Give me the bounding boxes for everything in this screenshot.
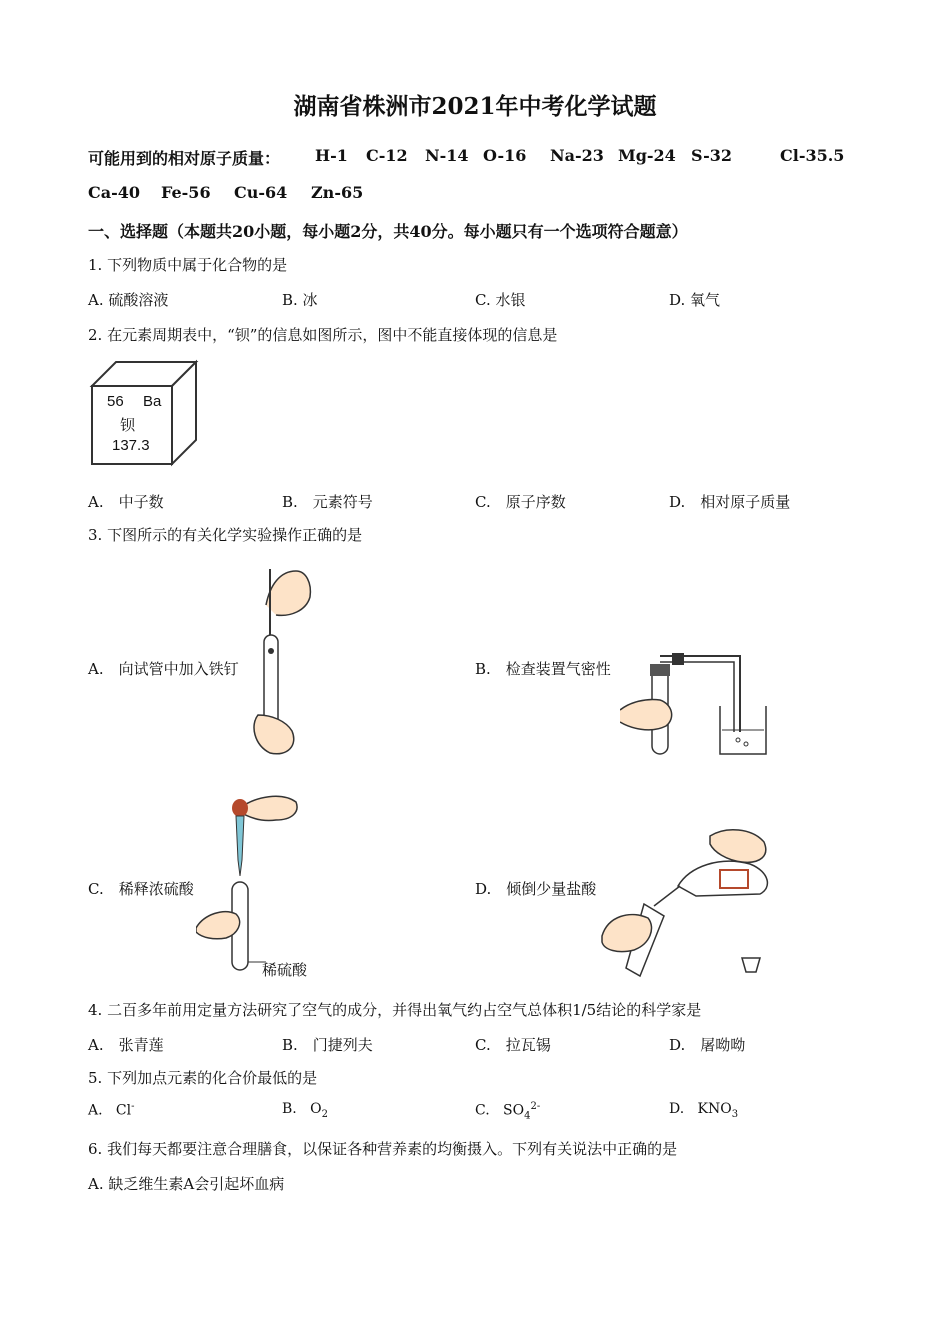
option-5a xyxy=(88,1101,135,1119)
formula-sup: 2- xyxy=(530,1101,541,1112)
atomic-mass-item: Cl-35.5 xyxy=(780,146,845,165)
option-4a: A. 张青莲 xyxy=(88,1036,164,1054)
option-2b: B. 元素符号 xyxy=(282,493,373,511)
formula-sub: 2 xyxy=(321,1108,328,1120)
formula-base: Cl xyxy=(115,1102,132,1119)
element-mass: 137.3 xyxy=(112,437,150,454)
atomic-mass-item: Mg-24 xyxy=(618,146,676,165)
option-3d: D. 倾倒少量盐酸 xyxy=(475,880,597,898)
atomic-mass-item: Ca-40 xyxy=(88,183,141,202)
formula-sub: 4 xyxy=(524,1110,531,1122)
figure-c-dropper-dilution xyxy=(196,790,306,980)
option-letter: A. xyxy=(88,1102,103,1119)
figure-b-airtightness-check xyxy=(620,648,770,760)
option-5c xyxy=(475,1101,540,1121)
option-1a: A. 硫酸溶液 xyxy=(88,291,169,309)
option-letter: B. xyxy=(282,1101,297,1117)
option-3c: C. 稀释浓硫酸 xyxy=(88,880,194,898)
atomic-mass-item: O-16 xyxy=(483,146,527,165)
element-number: 56 xyxy=(107,393,124,410)
option-4d: D. 屠呦呦 xyxy=(669,1036,746,1054)
question-3: 3. 下图所示的有关化学实验操作正确的是 xyxy=(88,526,363,544)
option-4c: C. 拉瓦锡 xyxy=(475,1036,551,1054)
page-title: 湖南省株洲市2021年中考化学试题 xyxy=(293,93,657,120)
option-2c: C. 原子序数 xyxy=(475,493,566,511)
formula-sub: 3 xyxy=(731,1108,739,1120)
option-3a: A. 向试管中加入铁钉 xyxy=(88,660,239,678)
element-name: 钡 xyxy=(120,417,136,434)
formula-sup: - xyxy=(131,1101,135,1112)
figure-d-pouring-acid xyxy=(600,826,775,978)
option-5b xyxy=(282,1101,328,1120)
option-1b: B. 冰 xyxy=(282,291,318,309)
figure-a-nail-into-tube xyxy=(240,565,320,760)
section-heading: 一、选择题（本题共20小题，每小题2分，共40分。每小题只有一个选项符合题意） xyxy=(88,222,688,241)
atomic-mass-item: Fe-56 xyxy=(161,183,211,202)
question-2: 2. 在元素周期表中，“钡”的信息如图所示，图中不能直接体现的信息是 xyxy=(88,326,558,344)
atomic-mass-item: Na-23 xyxy=(550,146,604,165)
atomic-mass-item: S-32 xyxy=(691,146,733,165)
atomic-mass-label: 可能用到的相对原子质量： xyxy=(88,149,281,168)
option-2a: A. 中子数 xyxy=(88,493,164,511)
atomic-mass-item: Cu-64 xyxy=(234,183,288,202)
option-2d: D. 相对原子质量 xyxy=(669,493,791,511)
option-1d: D. 氧气 xyxy=(669,291,721,309)
option-letter: C. xyxy=(475,1102,490,1119)
atomic-mass-item: H-1 xyxy=(315,146,348,165)
question-6: 6. 我们每天都要注意合理膳食，以保证各种营养素的均衡摄入。下列有关说法中正确的是 xyxy=(88,1140,678,1158)
question-4: 4. 二百多年前用定量方法研究了空气的成分，并得出氧气约占空气总体积1/5结论的科学家是 xyxy=(88,1001,702,1019)
question-5: 5. 下列加点元素的化合价最低的是 xyxy=(88,1069,318,1087)
formula-base: SO xyxy=(503,1102,525,1119)
atomic-mass-item: C-12 xyxy=(366,146,408,165)
dilute-acid-label: 稀硫酸 xyxy=(262,962,308,979)
formula-base: KNO xyxy=(697,1101,732,1117)
element-symbol: Ba xyxy=(143,393,162,410)
atomic-mass-item: Zn-65 xyxy=(311,183,364,202)
option-letter: D. xyxy=(669,1101,685,1117)
option-3b: B. 检查装置气密性 xyxy=(475,660,611,678)
question-1: 1. 下列物质中属于化合物的是 xyxy=(88,256,288,274)
atomic-mass-item: N-14 xyxy=(425,146,469,165)
option-1c: C. 水银 xyxy=(475,291,526,309)
option-6a: A. 缺乏维生素A会引起坏血病 xyxy=(88,1175,285,1193)
option-5d xyxy=(669,1101,738,1120)
option-4b: B. 门捷列夫 xyxy=(282,1036,373,1054)
formula-base: O xyxy=(310,1101,322,1117)
